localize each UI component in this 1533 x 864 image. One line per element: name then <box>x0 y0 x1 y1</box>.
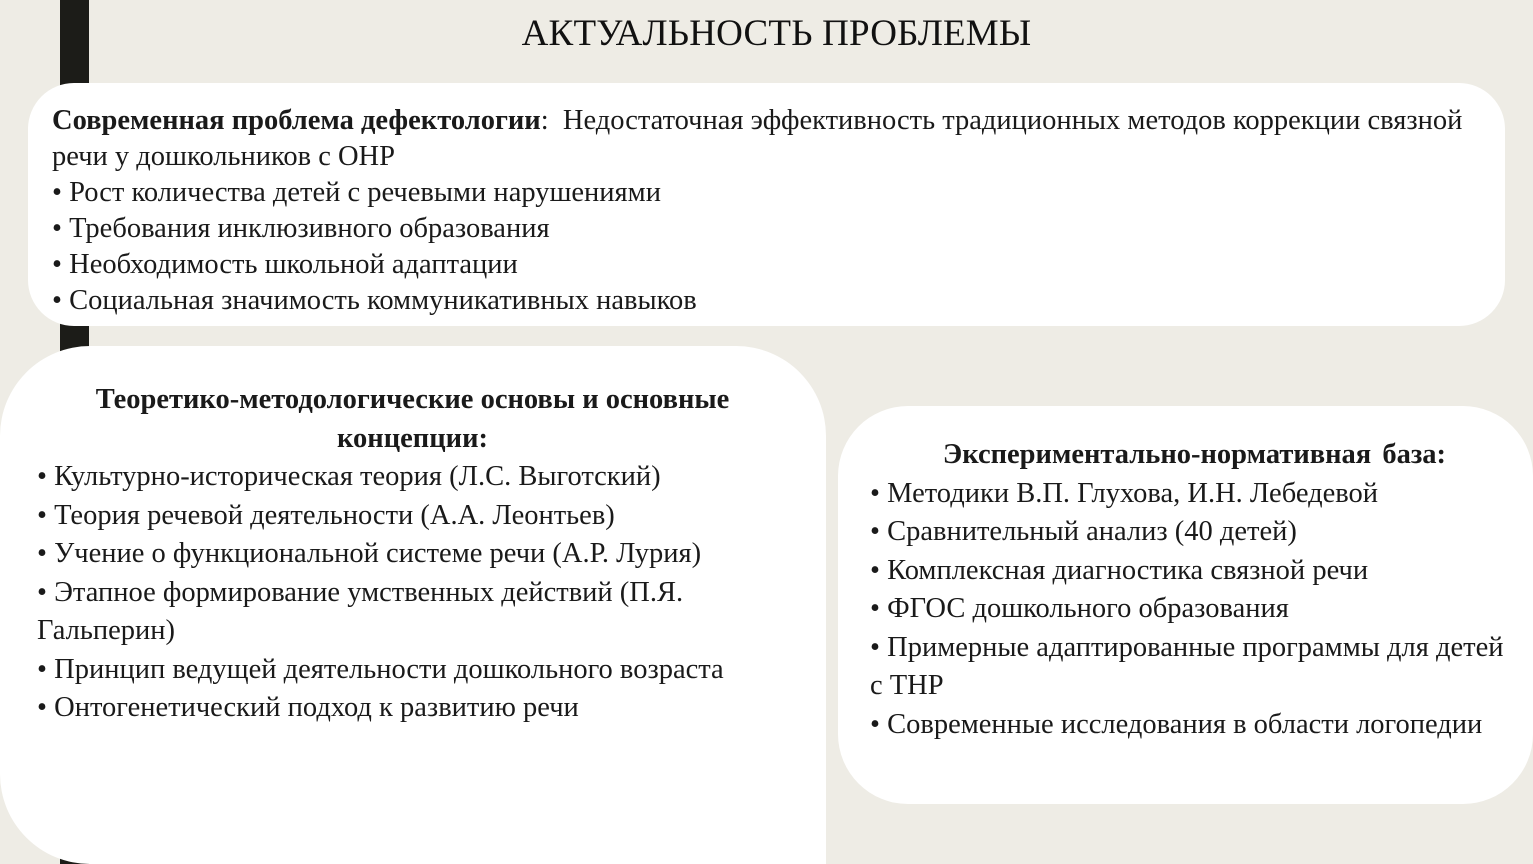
list-item <box>37 574 806 651</box>
list-item-text: Необходимость школьной адаптации <box>69 249 518 280</box>
bullet-icon: • <box>52 249 62 280</box>
list-item <box>37 651 806 690</box>
experimental-heading: Экспериментально-нормативная база: <box>942 439 1447 470</box>
list-item <box>52 175 1481 211</box>
list-item <box>870 590 1513 629</box>
list-item-text: Этапное формирование умственных действий (П.Я. Гальперин) <box>37 576 684 646</box>
bullet-icon: • <box>870 516 880 547</box>
list-item <box>870 706 1513 745</box>
bullet-icon: • <box>52 213 62 244</box>
bullet-icon: • <box>37 692 47 723</box>
list-item-text: Учение о функциональной системе речи (А.Р. Лурия) <box>54 538 702 569</box>
theory-list <box>37 458 806 728</box>
list-item <box>37 535 806 574</box>
bullet-icon: • <box>870 554 880 586</box>
list-item-text: Принцип ведущей деятельности дошкольного возраста <box>54 653 724 685</box>
bullet-icon: • <box>870 477 880 509</box>
experimental-card <box>838 406 1533 804</box>
problem-text: Недостаточная эффективность традиционных методов коррекции связной речи у дошкольников с ОНР <box>52 105 1470 172</box>
list-item <box>52 283 1481 319</box>
list-item <box>37 458 806 497</box>
bullet-icon: • <box>37 499 47 531</box>
slide-title: АКТУАЛЬНОСТЬ ПРОБЛЕМЫ <box>521 13 1032 54</box>
list-item <box>37 689 806 728</box>
list-item-text: ФГОС дошкольного образования <box>887 593 1289 624</box>
problem-statement <box>52 103 1481 175</box>
theory-card <box>0 346 826 864</box>
list-item-text: Социальная значимость коммуникативных навыков <box>69 285 697 316</box>
list-item <box>870 552 1513 591</box>
experimental-list <box>870 475 1513 745</box>
problem-label: Современная проблема дефектологии <box>52 105 541 136</box>
bullet-icon: • <box>37 576 47 608</box>
list-item <box>37 497 806 536</box>
theory-heading: Теоретико-методологические основы и основные концепции: <box>95 384 730 454</box>
list-item-text: Сравнительный анализ (40 детей) <box>887 516 1297 547</box>
list-item <box>52 247 1481 283</box>
list-item-text: Теория речевой деятельности (А.А. Леонтьев) <box>54 499 615 531</box>
list-item-text: Культурно-историческая теория (Л.С. Выготский) <box>54 461 661 492</box>
list-item-text: Примерные адаптированные программы для детей с ТНР <box>870 631 1504 701</box>
list-item <box>870 629 1513 706</box>
problem-separator: : <box>540 105 549 136</box>
list-item-text: Требования инклюзивного образования <box>69 213 550 244</box>
list-item <box>870 513 1513 552</box>
list-item-text: Онтогенетический подход к развитию речи <box>54 692 579 723</box>
list-item <box>870 475 1513 514</box>
list-item-text: Методики В.П. Глухова, И.Н. Лебедевой <box>887 477 1379 509</box>
bullet-icon: • <box>37 461 47 492</box>
bullet-icon: • <box>870 631 880 663</box>
bullet-icon: • <box>870 708 880 740</box>
bullet-icon: • <box>52 177 62 208</box>
problem-list <box>52 175 1481 319</box>
list-item-text: Комплексная диагностика связной речи <box>887 554 1369 586</box>
bullet-icon: • <box>37 653 47 685</box>
bullet-icon: • <box>37 538 47 569</box>
list-item-text: Современные исследования в области логопедии <box>887 708 1483 740</box>
list-item-text: Рост количества детей с речевыми нарушениями <box>69 177 661 208</box>
bullet-icon: • <box>870 593 880 624</box>
problem-card <box>28 83 1505 326</box>
list-item <box>52 211 1481 247</box>
bullet-icon: • <box>52 285 62 316</box>
